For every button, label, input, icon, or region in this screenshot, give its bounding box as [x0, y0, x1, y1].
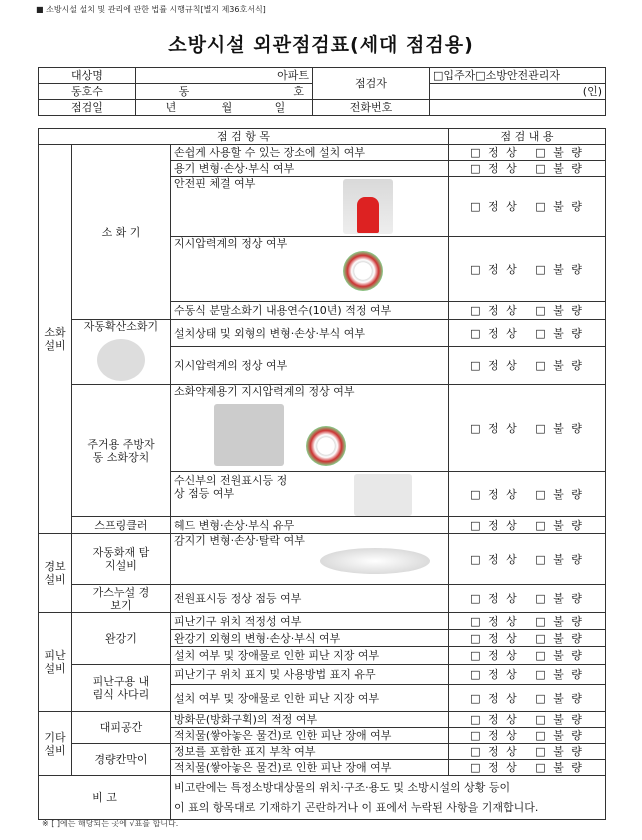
result-checkbox[interactable]: □ 정 상 □ 불 량 [449, 744, 606, 760]
sub-gas-alarm: 가스누설 경보기 [72, 585, 171, 613]
sub-sprinkler: 스프링클러 [72, 517, 171, 534]
item: 피난기구 위치 표지 및 사용방법 표지 유무 [171, 665, 449, 685]
result-checkbox[interactable]: □ 정 상 □ 불 량 [449, 613, 606, 630]
auto-extinguisher-photo [97, 339, 145, 381]
result-checkbox[interactable]: □ 정 상 □ 불 량 [449, 347, 606, 385]
item: 수동식 분말소화기 내용연수(10년) 적정 여부 [171, 302, 449, 320]
item: 적치물(쌓아놓은 물건)로 인한 피난 장애 여부 [171, 728, 449, 744]
sub-partition: 경량칸막이 [72, 744, 171, 776]
item-with-photo: 감지기 변형·손상·탈락 여부 [171, 534, 449, 585]
item: 정보를 포함한 표지 부착 여부 [171, 744, 449, 760]
month: 월 [221, 101, 233, 114]
result-checkbox[interactable]: □ 정 상 □ 불 량 [449, 145, 606, 161]
item: 완강기 외형의 변형·손상·부식 여부 [171, 630, 449, 647]
item-with-photo: 수신부의 전원표시등 정상 점등 여부 [171, 472, 449, 517]
group-fire: 소화 설비 [39, 145, 72, 534]
seal: (인) [430, 84, 606, 100]
ho: 호 [293, 85, 304, 98]
result-checkbox[interactable]: □ 정 상 □ 불 량 [449, 177, 606, 237]
sub-auto-extinguisher: 자동확산소화기 [72, 320, 171, 385]
date-label: 점검일 [39, 100, 136, 116]
smoke-detector-photo [320, 548, 430, 574]
item: 설치상태 및 외형의 변형·손상·부식 여부 [171, 320, 449, 347]
remarks-field[interactable]: 비고란에는 특정소방대상물의 위치·구조·용도 및 소방시설의 상황 등이 이 표의 항목대로 기재하기 곤란하거나 이 표에서 누락된 사항을 기재합니다. [171, 776, 606, 820]
receiver-panel-photo [354, 474, 412, 516]
extinguisher-photo [343, 179, 393, 234]
phone-label: 전화번호 [313, 100, 430, 116]
inspector-label: 점검자 [313, 68, 430, 100]
item-with-photo: 안전핀 체결 여부 [171, 177, 449, 237]
group-alarm: 경보 설비 [39, 534, 72, 613]
remarks-label: 비 고 [39, 776, 171, 820]
sub-kitchen-system: 주거용 주방자동 소화장치 [72, 385, 171, 517]
sub-extinguisher: 소 화 기 [72, 145, 171, 320]
unit-field[interactable] [136, 84, 313, 100]
item: 전원표시등 정상 점등 여부 [171, 585, 449, 613]
result-checkbox[interactable]: □ 정 상 □ 불 량 [449, 647, 606, 665]
info-table [38, 67, 606, 116]
item: 헤드 변형·손상·부식 유무 [171, 517, 449, 534]
result-checkbox[interactable]: □ 정 상 □ 불 량 [449, 685, 606, 712]
year: 년 [165, 101, 177, 114]
phone-field[interactable] [430, 100, 606, 116]
result-checkbox[interactable]: □ 정 상 □ 불 량 [449, 585, 606, 613]
item: 손쉽게 사용할 수 있는 장소에 설치 여부 [171, 145, 449, 161]
day: 일 [274, 101, 286, 114]
header-content: 점 검 내 용 [449, 129, 606, 145]
legal-reference: ■ 소방시설 설치 및 관리에 관한 법률 시행규칙[별지 제36호서식] [36, 5, 266, 14]
result-checkbox[interactable]: □ 정 상 □ 불 량 [449, 712, 606, 728]
group-evacuation: 피난 설비 [39, 613, 72, 712]
result-checkbox[interactable]: □ 정 상 □ 불 량 [449, 161, 606, 177]
sub-ladder: 피난구용 내림식 사다리 [72, 665, 171, 712]
result-checkbox[interactable]: □ 정 상 □ 불 량 [449, 385, 606, 472]
sub-shelter: 대피공간 [72, 712, 171, 744]
result-checkbox[interactable]: □ 정 상 □ 불 량 [449, 517, 606, 534]
inspector-options[interactable]: □입주자□소방안전관리자 [430, 68, 606, 84]
sub-fire-detection: 자동화재 탐지설비 [72, 534, 171, 585]
dong: 동 [178, 85, 190, 98]
result-checkbox[interactable]: □ 정 상 □ 불 량 [449, 665, 606, 685]
pressure-gauge-photo [306, 426, 346, 466]
item: 설치 여부 및 장애물로 인한 피난 지장 여부 [171, 685, 449, 712]
item-with-photo: 지시압력계의 정상 여부 [171, 237, 449, 302]
item: 용기 변형·손상·부식 여부 [171, 161, 449, 177]
target-label: 대상명 [39, 68, 136, 84]
result-checkbox[interactable]: □ 정 상 □ 불 량 [449, 534, 606, 585]
date-field[interactable] [136, 100, 313, 116]
unit-label: 동호수 [39, 84, 136, 100]
header-items: 점 검 항 목 [39, 129, 449, 145]
group-other: 기타 설비 [39, 712, 72, 776]
sub-descender: 완강기 [72, 613, 171, 665]
target-field[interactable]: 아파트 [136, 68, 313, 84]
pressure-gauge-photo [343, 251, 383, 291]
result-checkbox[interactable]: □ 정 상 □ 불 량 [449, 760, 606, 776]
item: 설치 여부 및 장애물로 인한 피난 지장 여부 [171, 647, 449, 665]
page-title: 소방시설 외관점검표(세대 점검용) [168, 34, 474, 56]
item: 지시압력계의 정상 여부 [171, 347, 449, 385]
item: 피난기구 위치 적정성 여부 [171, 613, 449, 630]
result-checkbox[interactable]: □ 정 상 □ 불 량 [449, 728, 606, 744]
result-checkbox[interactable]: □ 정 상 □ 불 량 [449, 302, 606, 320]
cylinder-photo [214, 404, 284, 466]
footnote: ※ [ ]에는 해당되는 곳에 √표를 합니다. [42, 819, 179, 828]
result-checkbox[interactable]: □ 정 상 □ 불 량 [449, 630, 606, 647]
result-checkbox[interactable]: □ 정 상 □ 불 량 [449, 320, 606, 347]
item-with-photo: 소화약제용기 지시압력계의 정상 여부 [171, 385, 449, 472]
inspection-table [38, 128, 606, 820]
item: 적치물(쌓아놓은 물건)로 인한 피난 장애 여부 [171, 760, 449, 776]
item: 방화문(방화구획)의 적정 여부 [171, 712, 449, 728]
result-checkbox[interactable]: □ 정 상 □ 불 량 [449, 237, 606, 302]
result-checkbox[interactable]: □ 정 상 □ 불 량 [449, 472, 606, 517]
